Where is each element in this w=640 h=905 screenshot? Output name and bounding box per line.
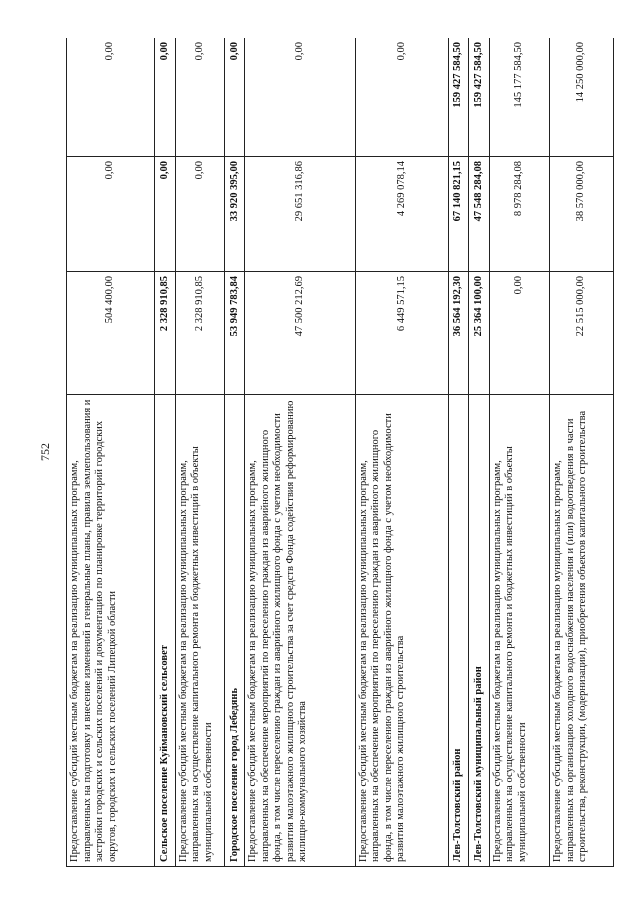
value-3: 0,00 xyxy=(355,38,448,157)
value-1: 22 515 000,00 xyxy=(550,272,614,395)
value-2: 38 570 000,00 xyxy=(550,157,614,272)
value-2: 0,00 xyxy=(155,157,175,272)
value-2: 33 920 395,00 xyxy=(225,157,245,272)
value-3: 0,00 xyxy=(67,38,155,157)
value-3: 0,00 xyxy=(225,38,245,157)
row-name: Предоставление субсидий местным бюджетам на реализацию муниципальных программ, направленных на осуществление капитального ремонта и бюджетных инвестиций в объекты муниципальной собственности xyxy=(175,395,224,867)
table-row xyxy=(448,38,468,867)
value-1: 53 949 783,84 xyxy=(225,272,245,395)
value-3: 159 427 584,50 xyxy=(448,38,468,157)
table-row xyxy=(67,38,155,867)
row-name: Предоставление субсидий местным бюджетам на реализацию муниципальных программ, направленных на обеспечение мероприятий по переселению граждан из аварийного жилищного фонда, в том числе переселению граждан из аварийного жилищного фонда с учетом необходимости развития малоэтажного жилищного строительства xyxy=(355,395,448,867)
value-1: 25 364 100,00 xyxy=(469,272,489,395)
row-name: Сельское поселение Куймановский сельсовет xyxy=(155,395,175,867)
table-row xyxy=(550,38,614,867)
row-name: Предоставление субсидий местным бюджетам на реализацию муниципальных программ, направленных на организацию холодного водоснабжения населения и (или) водоотведения в части строительства, реконструкции, (модернизации), приобретения объектов капитального строительства xyxy=(550,395,614,867)
row-name: Предоставление субсидий местным бюджетам на реализацию муниципальных программ, направленных на осуществление капитального ремонта и бюджетных инвестиций в объекты муниципальной собственности xyxy=(489,395,549,867)
value-2: 29 651 316,86 xyxy=(245,157,355,272)
rotated-table-wrapper xyxy=(66,38,614,867)
row-name: Городское поселение город Лебедянь xyxy=(225,395,245,867)
value-3: 0,00 xyxy=(245,38,355,157)
value-2: 47 548 284,08 xyxy=(469,157,489,272)
budget-table xyxy=(66,38,614,867)
table-row xyxy=(489,38,549,867)
table-row xyxy=(355,38,448,867)
value-2: 67 140 821,15 xyxy=(448,157,468,272)
value-3: 0,00 xyxy=(155,38,175,157)
value-2: 4 269 078,14 xyxy=(355,157,448,272)
value-3: 14 250 000,00 xyxy=(550,38,614,157)
table-row xyxy=(469,38,489,867)
document-page xyxy=(66,38,614,867)
row-name: Лев-Толстовский район xyxy=(448,395,468,867)
value-1: 6 449 571,15 xyxy=(355,272,448,395)
row-name: Лев-Толстовский муниципальный район xyxy=(469,395,489,867)
value-2: 0,00 xyxy=(175,157,224,272)
value-3: 145 177 584,50 xyxy=(489,38,549,157)
value-2: 8 978 284,08 xyxy=(489,157,549,272)
value-2: 0,00 xyxy=(67,157,155,272)
row-name: Предоставление субсидий местным бюджетам на реализацию муниципальных программ, направленных на подготовку и внесение изменений в генеральные планы, правила землепользования и застройки городских и сельских поселений и документацию по планировке территорий городских округов, городских и сельских поселений Липецкой области xyxy=(67,395,155,867)
table-row xyxy=(175,38,224,867)
value-1: 2 328 910,85 xyxy=(175,272,224,395)
row-name: Предоставление субсидий местным бюджетам на реализацию муниципальных программ, направленных на обеспечение мероприятий по переселению граждан из аварийного жилищного фонда, в том числе переселению граждан из аварийного жилищного фонда с учетом необходимости развития малоэтажного жилищного строительства за счет средств Фонда содействия реформированию жилищно-коммунального хозяйства xyxy=(245,395,355,867)
value-3: 0,00 xyxy=(175,38,224,157)
page-number: 752 xyxy=(38,443,52,461)
value-3: 159 427 584,50 xyxy=(469,38,489,157)
table-row xyxy=(155,38,175,867)
value-1: 47 500 212,69 xyxy=(245,272,355,395)
value-1: 2 328 910,85 xyxy=(155,272,175,395)
value-1: 0,00 xyxy=(489,272,549,395)
table-row xyxy=(245,38,355,867)
table-row xyxy=(225,38,245,867)
value-1: 36 564 192,30 xyxy=(448,272,468,395)
value-1: 504 400,00 xyxy=(67,272,155,395)
